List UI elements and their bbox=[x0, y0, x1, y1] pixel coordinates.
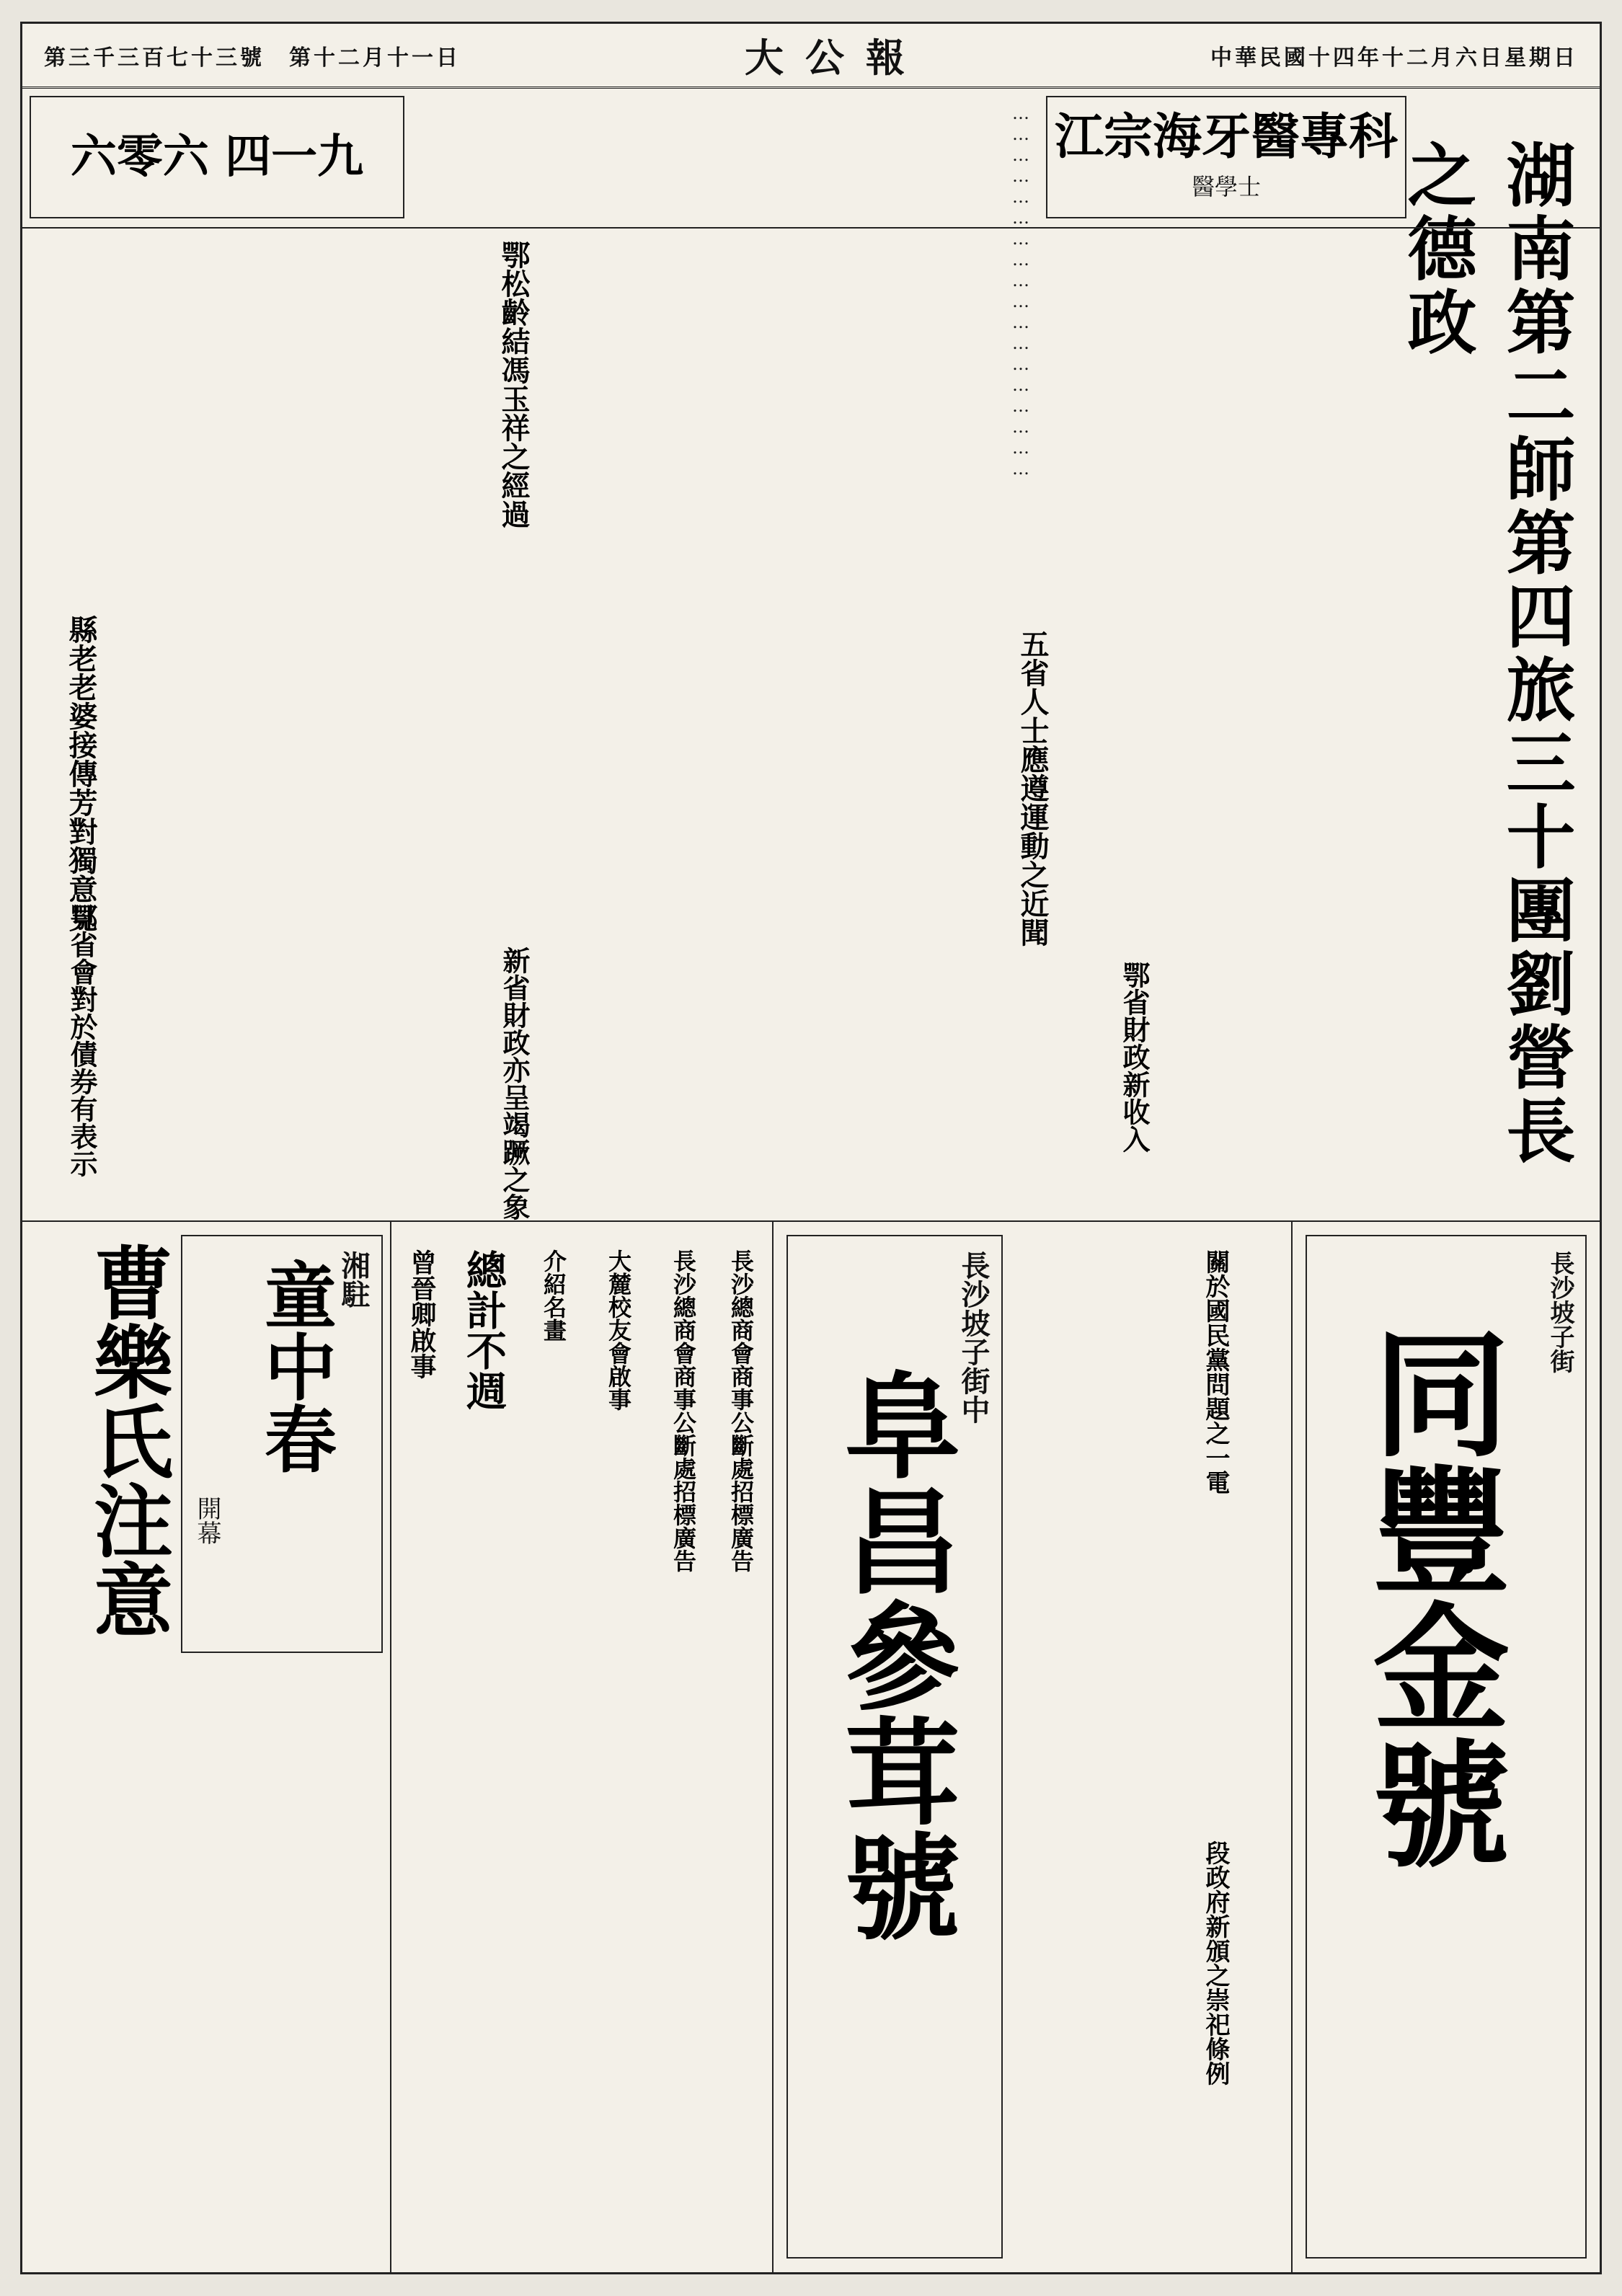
ad-tongzhongchun bbox=[181, 1235, 383, 1653]
top-divider bbox=[22, 227, 1600, 229]
dental-sub: 醫學士 bbox=[1191, 173, 1261, 200]
tongfeng-name: 同豐金號 bbox=[1350, 1323, 1511, 1871]
tongzhongchun-sub: 湘駐 bbox=[337, 1251, 371, 1308]
notice-title: 總計不週 bbox=[460, 1249, 508, 1411]
caole-name: 曹樂氏注意 bbox=[81, 1242, 174, 1639]
dateline-left: 第三千三百七十三號 第十二月十一日 bbox=[44, 45, 461, 71]
headline-sub-2: 鄂松齡結馮玉祥之經過 bbox=[497, 240, 531, 528]
headline-sub-5: 鄂省會對於債券有表示 bbox=[66, 903, 98, 1177]
divider-v2 bbox=[772, 1220, 774, 2273]
business-notice-2: 長沙總商會商事公斷處招標廣告 bbox=[670, 1249, 697, 1572]
intro-notice: 介紹名畫 bbox=[540, 1249, 567, 1342]
news-filler: ……………………………………………… bbox=[1011, 103, 1031, 479]
masthead bbox=[22, 24, 1600, 89]
headline-sub-4: 新省財政亦呈竭蹶之象 bbox=[498, 947, 531, 1220]
divider-v3 bbox=[390, 1220, 391, 2273]
notice-title-2: 曾晉卿啟事 bbox=[407, 1249, 437, 1379]
headline-sub-7: 關於國民黨問題之一電 bbox=[1201, 1249, 1230, 1494]
ad-top-phone bbox=[30, 96, 404, 218]
headline-sub-3: 鄂省財政新收入 bbox=[1118, 961, 1151, 1153]
headline-sub-8: 段政府新頒之崇祀條例 bbox=[1201, 1840, 1230, 2086]
main-headline: 湖南第二師第四旅三十團劉營長之德政 bbox=[1396, 139, 1577, 1169]
phone-number: 六零六 四一九 bbox=[70, 130, 364, 184]
fuchang-name: 阜昌參茸號 bbox=[825, 1366, 961, 1943]
business-notice-1: 長沙總商會商事公斷處招標廣告 bbox=[727, 1249, 755, 1572]
dateline-right: 中華民國十四年十二月六日星期日 bbox=[1210, 45, 1578, 71]
dental-title: 江宗海牙醫專科 bbox=[1054, 108, 1398, 166]
fuchang-location: 長沙坡子街中 bbox=[957, 1251, 991, 1424]
paper-name: 大公報 bbox=[745, 35, 926, 81]
ad-fuchang bbox=[786, 1235, 1003, 2259]
ad-tongfeng bbox=[1306, 1235, 1587, 2259]
tongzhongchun-name: 童中春 bbox=[252, 1258, 337, 1474]
newspaper-page bbox=[20, 22, 1602, 2274]
headline-sub-6: 縣老老婆接傳芳對獨意見 bbox=[64, 615, 98, 932]
mid-divider bbox=[22, 1220, 1600, 1222]
tongfeng-location: 長沙坡子街 bbox=[1546, 1251, 1574, 1373]
tongzhongchun-note: 開幕 bbox=[192, 1496, 221, 1545]
school-notice: 大麓校友會啟事 bbox=[605, 1249, 632, 1411]
divider-v1 bbox=[1291, 1220, 1293, 2273]
headline-sub-1: 五省人士應遵運動之近聞 bbox=[1016, 629, 1050, 947]
ad-top-dental bbox=[1046, 96, 1406, 218]
